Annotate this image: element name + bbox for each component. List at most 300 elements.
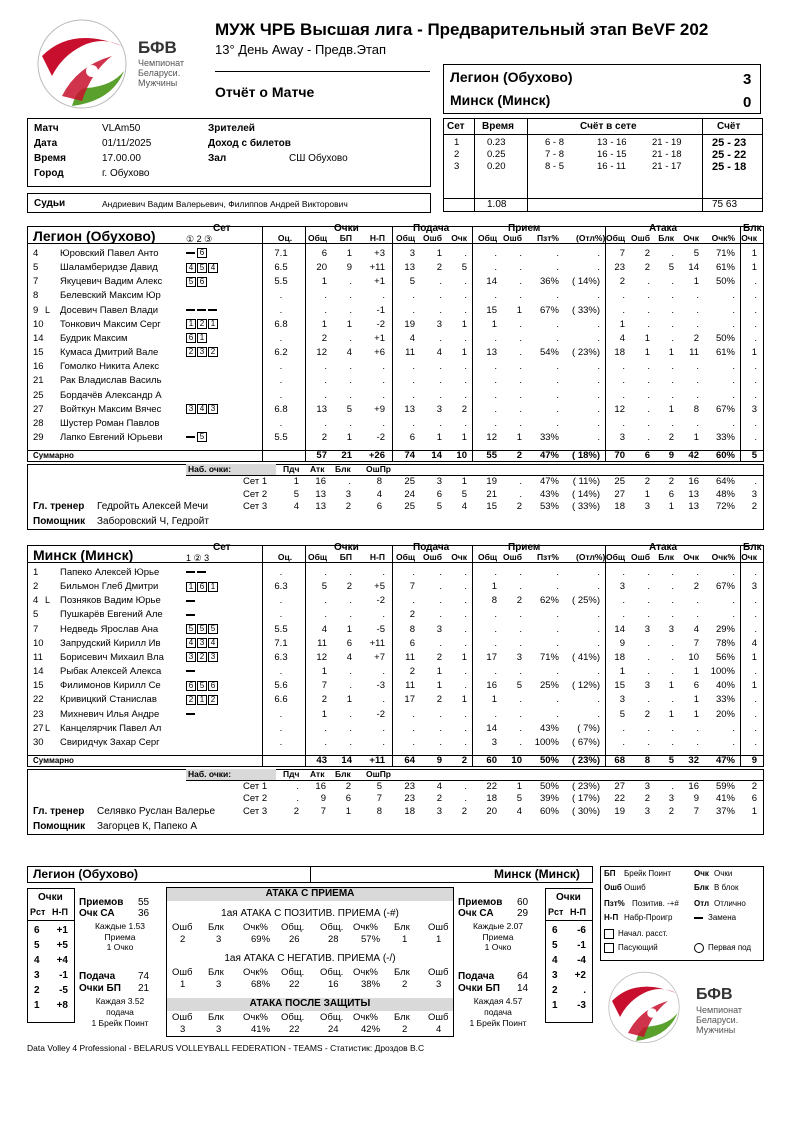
stat-cell: 1 bbox=[693, 431, 699, 443]
coach-name: Селявко Руслан Валерье bbox=[97, 805, 216, 817]
stat-cell: 3 bbox=[751, 403, 757, 415]
set-stat-cell: 22 bbox=[614, 793, 625, 805]
stat-cell: 18 bbox=[614, 651, 625, 663]
stat-cell: . bbox=[556, 581, 559, 593]
stat-cell: . bbox=[622, 290, 625, 302]
stat-cell: . bbox=[754, 290, 757, 302]
stat-cell: . bbox=[754, 276, 757, 288]
stat-label: Очк СА bbox=[79, 908, 115, 919]
stat-cell: . bbox=[647, 361, 650, 373]
stat-cell: . bbox=[519, 623, 522, 635]
stat-cell: 1 bbox=[321, 318, 327, 330]
summary-cell: 9 bbox=[668, 450, 674, 462]
stat-cell: . bbox=[622, 417, 625, 429]
stat-cell: 15 bbox=[486, 304, 497, 316]
stat-cell: . bbox=[349, 375, 352, 387]
stat-cell: . bbox=[556, 637, 559, 649]
stat-cell: . bbox=[647, 375, 650, 387]
rotation-square: 4 bbox=[208, 638, 218, 648]
stat-cell: . bbox=[382, 417, 385, 429]
player-sets bbox=[186, 581, 258, 592]
stat-label: Очки БП bbox=[79, 983, 121, 994]
stat-cell: . bbox=[597, 637, 600, 649]
stat-cell: . bbox=[647, 417, 650, 429]
stat-cell: 1 bbox=[321, 666, 327, 678]
bottom-team2: Минск (Минск) bbox=[494, 867, 580, 881]
stat-cell: . bbox=[382, 567, 385, 578]
stat-cell: . bbox=[519, 708, 522, 720]
stat-cell: . bbox=[647, 651, 650, 663]
stat-cell: 2 bbox=[321, 431, 327, 443]
stat-cell: 1 bbox=[346, 431, 352, 443]
stat-cell: . bbox=[597, 694, 600, 706]
stat-cell: . bbox=[696, 318, 699, 330]
attack-value: 4 bbox=[436, 1024, 442, 1035]
stat-cell: 11 bbox=[405, 680, 415, 692]
stat-cell: . bbox=[439, 276, 442, 288]
set-stat-cell: 1 bbox=[516, 780, 522, 792]
stat-cell: . bbox=[439, 567, 442, 578]
set-stat-label: Сет 1 bbox=[243, 780, 268, 792]
attack-head: Общ. bbox=[281, 967, 305, 978]
summary-cell: 8 bbox=[644, 754, 650, 766]
set-stat-cell: 4 bbox=[376, 488, 382, 500]
col-subheader: Очк% bbox=[711, 233, 735, 243]
stat-cell: 1 bbox=[491, 318, 497, 330]
label-referees: Судьи bbox=[34, 198, 66, 209]
col-subheader: Ошб bbox=[503, 552, 522, 562]
value-match: VLAm50 bbox=[102, 123, 141, 134]
col-subheader: Общ bbox=[307, 233, 327, 243]
stat-cell: 62% bbox=[539, 595, 559, 607]
summary-cell: 43 bbox=[316, 754, 327, 766]
set-stat-cell: 4 bbox=[436, 780, 442, 792]
stat-cell: . bbox=[671, 375, 674, 387]
stat-cell: . bbox=[279, 666, 283, 678]
player-number: 10 bbox=[33, 318, 44, 330]
stat-cell: . bbox=[732, 375, 735, 387]
logo-line: Мужчины bbox=[696, 1025, 736, 1035]
stat-cell: . bbox=[439, 609, 442, 621]
stat-cell: 1 bbox=[668, 403, 674, 415]
stat-cell: . bbox=[519, 736, 522, 748]
summary-cell: 5 bbox=[751, 450, 757, 462]
col-header: Атака bbox=[649, 223, 678, 234]
stat-note: Приема bbox=[104, 932, 136, 942]
player-sets bbox=[186, 624, 258, 635]
value-hall: СШ Обухово bbox=[289, 153, 348, 164]
stat-cell: . bbox=[519, 417, 522, 429]
legend-key: Ошб bbox=[604, 883, 622, 892]
col-subheader: Очк bbox=[683, 552, 699, 562]
stat-cell: . bbox=[494, 623, 497, 635]
stat-cell: 61% bbox=[715, 262, 735, 274]
naby-head: Пдч bbox=[283, 768, 300, 779]
attack-head: Общ. bbox=[320, 1012, 344, 1023]
stat-cell: . bbox=[647, 318, 650, 330]
attack-neg-title: 1ая АТАКА С НЕГАТИВ. ПРИЕМА (-/) bbox=[224, 953, 396, 964]
stat-cell: . bbox=[349, 609, 352, 621]
summary-cell: 21 bbox=[341, 450, 352, 462]
player-name: Канцелярчик Павел Ал bbox=[60, 722, 162, 734]
stat-cell: . bbox=[647, 595, 650, 607]
set-stat-cell: 6 bbox=[345, 793, 351, 805]
stat-cell: . bbox=[732, 722, 735, 734]
stat-cell: 4 bbox=[346, 347, 352, 359]
player-name: Будрик Максим bbox=[60, 332, 128, 344]
stat-cell: 8 bbox=[409, 623, 415, 635]
player-number: 15 bbox=[33, 347, 44, 359]
stat-cell: . bbox=[647, 637, 650, 649]
stat-cell: 6 bbox=[346, 637, 352, 649]
set-stat-cell: 60% bbox=[539, 805, 559, 817]
stat-cell: . bbox=[279, 722, 283, 734]
coach-label: Гл. тренер bbox=[33, 805, 85, 817]
stat-cell: . bbox=[647, 389, 650, 401]
stat-cell: . bbox=[349, 680, 352, 692]
stat-cell: . bbox=[494, 375, 497, 387]
summary-cell: 10 bbox=[511, 754, 522, 766]
legend-value: Очки bbox=[714, 869, 733, 878]
stat-cell: 3 bbox=[644, 680, 650, 692]
stat-cell: 5 bbox=[619, 708, 625, 720]
attack-head: Общ. bbox=[320, 967, 344, 978]
set-stat-cell: 47% bbox=[539, 476, 559, 488]
stat-cell: 1 bbox=[751, 262, 757, 274]
stat-cell: 1 bbox=[751, 651, 757, 663]
col-subheader: БП bbox=[339, 233, 352, 243]
report-title: Отчёт о Матче bbox=[215, 84, 315, 100]
player-number: 11 bbox=[33, 651, 43, 663]
stat-label: Подача bbox=[458, 971, 495, 982]
stat-cell: 6.5 bbox=[274, 262, 288, 274]
stat-cell: 50% bbox=[715, 332, 735, 344]
rotation-square: 5 bbox=[197, 263, 207, 273]
attack-value: 16 bbox=[328, 979, 339, 990]
legend-key: Отл bbox=[694, 899, 710, 908]
stat-cell: 2 bbox=[321, 332, 327, 344]
summary-cell: 57 bbox=[316, 450, 327, 462]
stat-cell: . bbox=[556, 262, 559, 274]
stat-cell: . bbox=[671, 609, 674, 621]
stat-cell: 33% bbox=[539, 431, 559, 443]
rotation-square: 3 bbox=[186, 404, 196, 414]
logo-line: Чемпионат bbox=[138, 58, 184, 68]
summary-cell: +26 bbox=[368, 450, 385, 462]
player-sets bbox=[186, 333, 258, 344]
sets-total-score: 75 63 bbox=[712, 199, 738, 210]
stat-cell: . bbox=[754, 332, 757, 344]
attack-value: 42% bbox=[361, 1024, 381, 1035]
stat-note: 1 Брейк Поинт bbox=[91, 1018, 149, 1028]
stat-cell: . bbox=[647, 736, 650, 748]
stat-label: Приемов bbox=[79, 897, 124, 908]
col-subheader: (Отл%) bbox=[576, 552, 606, 562]
summary-cell: 10 bbox=[456, 450, 467, 462]
stat-cell: 61% bbox=[715, 347, 735, 359]
sets-cell: 3 bbox=[454, 161, 460, 172]
stat-cell: . bbox=[412, 595, 415, 607]
stat-cell: . bbox=[597, 361, 600, 373]
player-name: Борисевич Михаил Вла bbox=[60, 651, 164, 663]
legend-key: Пзт% bbox=[604, 899, 625, 908]
stat-cell: . bbox=[382, 722, 385, 734]
player-name: Михневич Илья Андре bbox=[60, 708, 160, 720]
circle-icon bbox=[694, 943, 704, 953]
stat-cell: 6 bbox=[693, 680, 699, 692]
stat-cell: 3 bbox=[516, 651, 522, 663]
set-stat-cell: 20 bbox=[486, 805, 497, 817]
stat-cell: 3 bbox=[436, 403, 442, 415]
stat-cell: . bbox=[519, 637, 522, 649]
stat-cell: . bbox=[464, 304, 467, 316]
rotation-square: 1 bbox=[197, 695, 207, 705]
stat-cell: 13 bbox=[404, 403, 415, 415]
attack-value: 1 bbox=[180, 979, 186, 990]
stat-cell: 2 bbox=[346, 581, 352, 593]
player-number: 1 bbox=[33, 567, 39, 578]
stat-cell: . bbox=[597, 290, 600, 302]
col-header: Подача bbox=[413, 542, 450, 553]
set-stat-cell: . bbox=[754, 476, 757, 488]
stat-cell: 17 bbox=[404, 694, 415, 706]
legend-key: Н-П bbox=[604, 913, 619, 922]
stat-cell: . bbox=[439, 332, 442, 344]
set-stat-cell: 6 bbox=[751, 793, 757, 805]
set-stat-cell: 6 bbox=[436, 488, 442, 500]
col-subheader: Очк bbox=[683, 233, 699, 243]
set-stat-cell: ( 11%) bbox=[572, 476, 600, 488]
stat-cell: 13 bbox=[486, 347, 497, 359]
player-number: 30 bbox=[33, 736, 44, 748]
set-stat-cell: 3 bbox=[644, 805, 650, 817]
summary-cell: 9 bbox=[751, 754, 757, 766]
set-stat-cell: 13 bbox=[688, 501, 699, 513]
stat-cell: . bbox=[464, 248, 467, 259]
col-subheader: Н-П bbox=[369, 552, 385, 562]
player-sets bbox=[186, 404, 258, 415]
rotation-square: 6 bbox=[186, 681, 196, 691]
set-stat-cell: 16 bbox=[688, 476, 699, 488]
attack-head: Ошб bbox=[428, 1012, 449, 1023]
stat-cell: . bbox=[494, 666, 497, 678]
set-stat-cell: 3 bbox=[345, 488, 351, 500]
stat-cell: . bbox=[349, 417, 352, 429]
stat-cell: 6.6 bbox=[274, 694, 288, 706]
stat-note: подача bbox=[484, 1007, 512, 1017]
stat-cell: . bbox=[732, 736, 735, 748]
sets-cell: 0.25 bbox=[487, 149, 506, 160]
col-subheader: Ошб bbox=[631, 233, 650, 243]
set-stat-cell: ( 33%) bbox=[572, 501, 600, 513]
stat-cell: . bbox=[439, 361, 442, 373]
col-header: Очки bbox=[334, 542, 359, 553]
assistant-label: Помощник bbox=[33, 516, 86, 528]
col-header: Прием bbox=[508, 223, 541, 234]
stat-cell: 2 bbox=[644, 262, 650, 274]
stat-cell: 2 bbox=[409, 666, 415, 678]
stat-cell: . bbox=[597, 708, 600, 720]
col-header: Блк bbox=[743, 223, 762, 234]
stat-cell: . bbox=[696, 304, 699, 316]
attack-head: Ошб bbox=[172, 922, 193, 933]
stat-cell: . bbox=[464, 375, 467, 387]
set-stat-cell: 27 bbox=[614, 488, 625, 500]
value-city: г. Обухово bbox=[102, 168, 150, 179]
col-header: Очки bbox=[334, 223, 359, 234]
stat-cell: . bbox=[439, 708, 442, 720]
stat-cell: +11 bbox=[369, 262, 385, 274]
stat-cell: 5 bbox=[461, 262, 467, 274]
stat-cell: . bbox=[382, 609, 385, 621]
stat-cell: 1 bbox=[346, 623, 352, 635]
attack-head: Блк bbox=[394, 922, 410, 933]
stat-cell: 3 bbox=[668, 623, 674, 635]
score-sets1: 3 bbox=[743, 71, 752, 88]
attack-value: 38% bbox=[361, 979, 381, 990]
stat-cell: . bbox=[382, 736, 385, 748]
stat-cell: . bbox=[696, 290, 699, 302]
stat-cell: 4 bbox=[693, 623, 699, 635]
rotation-number: 5 bbox=[552, 940, 558, 951]
stat-cell: . bbox=[279, 736, 283, 748]
rotation-square: 3 bbox=[197, 347, 207, 357]
stat-cell: . bbox=[597, 666, 600, 678]
summary-cell: 60% bbox=[715, 450, 735, 462]
stat-cell: . bbox=[671, 595, 674, 607]
federation-logo-bottom bbox=[604, 968, 764, 1048]
player-name: Пушкарёв Евгений Але bbox=[60, 609, 163, 621]
naby-head: Атк bbox=[310, 768, 325, 779]
stat-cell: . bbox=[349, 276, 352, 288]
player-number: 14 bbox=[33, 666, 44, 678]
set-stat-cell: . bbox=[296, 793, 299, 805]
player-number: 28 bbox=[33, 417, 44, 429]
stat-value: 21 bbox=[138, 983, 150, 994]
stat-cell: 3 bbox=[619, 694, 625, 706]
stat-cell: . bbox=[754, 609, 757, 621]
stat-cell: 4 bbox=[619, 332, 625, 344]
set-stat-cell: 2 bbox=[461, 805, 467, 817]
stat-cell: . bbox=[597, 609, 600, 621]
stat-cell: . bbox=[464, 637, 467, 649]
player-sets bbox=[186, 694, 258, 705]
set-stat-cell: 24 bbox=[404, 488, 415, 500]
stat-cell: 1 bbox=[346, 318, 352, 330]
attack-head: Очк% bbox=[243, 967, 268, 978]
naby-head: ОшПр bbox=[366, 768, 391, 779]
stat-note: Приема bbox=[482, 932, 514, 942]
stat-cell: . bbox=[754, 694, 757, 706]
set-stat-label: Сет 3 bbox=[243, 805, 268, 817]
col-subheader: Блк bbox=[658, 552, 674, 562]
set-stat-cell: 3 bbox=[751, 488, 757, 500]
attack-pos-title: 1ая АТАКА С ПОЗИТИВ. ПРИЕМА (-#) bbox=[221, 908, 399, 919]
player-number: 4 bbox=[33, 595, 39, 607]
set-stat-cell: 13 bbox=[315, 501, 326, 513]
stat-cell: ( 33%) bbox=[572, 304, 600, 316]
sets-cell: 16 - 11 bbox=[597, 161, 626, 172]
stat-cell: 2 bbox=[409, 609, 415, 621]
attack-head: Очк% bbox=[243, 1012, 268, 1023]
stat-cell: . bbox=[519, 666, 522, 678]
stat-cell: . bbox=[622, 389, 625, 401]
stat-label: Подача bbox=[79, 971, 116, 982]
stat-cell: . bbox=[279, 389, 283, 401]
stat-cell: . bbox=[647, 694, 650, 706]
stat-cell: . bbox=[519, 609, 522, 621]
rotation-square: 2 bbox=[208, 695, 218, 705]
stat-cell: . bbox=[464, 736, 467, 748]
player-name: Свиридчук Захар Серг bbox=[60, 736, 160, 748]
stat-cell: . bbox=[464, 722, 467, 734]
attack-head: Очк% bbox=[243, 922, 268, 933]
stat-note: Каждые 2.07 bbox=[472, 921, 524, 931]
team2-name: Минск (Минск) bbox=[33, 547, 134, 563]
player-number: 23 bbox=[33, 708, 44, 720]
rotation-square-icon bbox=[604, 943, 614, 953]
set-stat-cell: 8 bbox=[376, 805, 382, 817]
stat-cell: 2 bbox=[321, 694, 327, 706]
stat-cell: . bbox=[622, 609, 625, 621]
rotation-square: 4 bbox=[197, 404, 207, 414]
stat-cell: 1 bbox=[461, 431, 467, 443]
rotation-value: +5 bbox=[56, 940, 68, 951]
stat-cell: . bbox=[494, 389, 497, 401]
sets-cell: 2 bbox=[454, 149, 460, 160]
set-stat-cell: 1 bbox=[345, 805, 351, 817]
player-name: Бильмон Глеб Дмитри bbox=[60, 581, 159, 593]
player-number: 2 bbox=[33, 581, 39, 593]
stat-cell: 3 bbox=[491, 736, 497, 748]
stat-cell: 15 bbox=[614, 680, 625, 692]
stat-cell: . bbox=[439, 736, 442, 748]
stat-cell: 3 bbox=[644, 623, 650, 635]
naby-head: Атк bbox=[310, 464, 325, 475]
player-number: 27 bbox=[33, 722, 44, 734]
stat-cell: . bbox=[382, 694, 385, 706]
player-number: 7 bbox=[33, 623, 39, 635]
attack-head: Ошб bbox=[172, 967, 193, 978]
rotation-number: 6 bbox=[552, 925, 558, 936]
naby-label: Наб. очки: bbox=[188, 464, 232, 475]
stat-cell: . bbox=[671, 417, 674, 429]
stat-cell: . bbox=[494, 637, 497, 649]
libero-mark: L bbox=[45, 304, 51, 315]
col-subheader: Общ bbox=[605, 552, 625, 562]
player-sets bbox=[186, 709, 258, 720]
set-stat-cell: . bbox=[348, 476, 351, 488]
stat-cell: . bbox=[556, 318, 559, 330]
set-stat-cell: . bbox=[464, 780, 467, 792]
set-stat-cell: 2 bbox=[345, 501, 351, 513]
set-stat-cell: 25 bbox=[614, 476, 625, 488]
sets-header: Счёт bbox=[717, 121, 741, 132]
sub-mark-icon bbox=[186, 252, 195, 254]
label-income: Доход с билетов bbox=[208, 138, 291, 149]
set-stat-cell: . bbox=[464, 793, 467, 805]
stat-cell: . bbox=[556, 248, 559, 259]
col-subheader: Общ bbox=[395, 233, 415, 243]
stat-cell: 18 bbox=[614, 347, 625, 359]
summary-cell: 14 bbox=[431, 450, 442, 462]
stat-cell: . bbox=[647, 581, 650, 593]
legend-value: Позитив. -+# bbox=[632, 899, 679, 908]
col-header: Прием bbox=[508, 542, 541, 553]
stat-cell: . bbox=[622, 304, 625, 316]
stat-cell: . bbox=[647, 431, 650, 443]
legend-value: Ошиб bbox=[624, 883, 646, 892]
